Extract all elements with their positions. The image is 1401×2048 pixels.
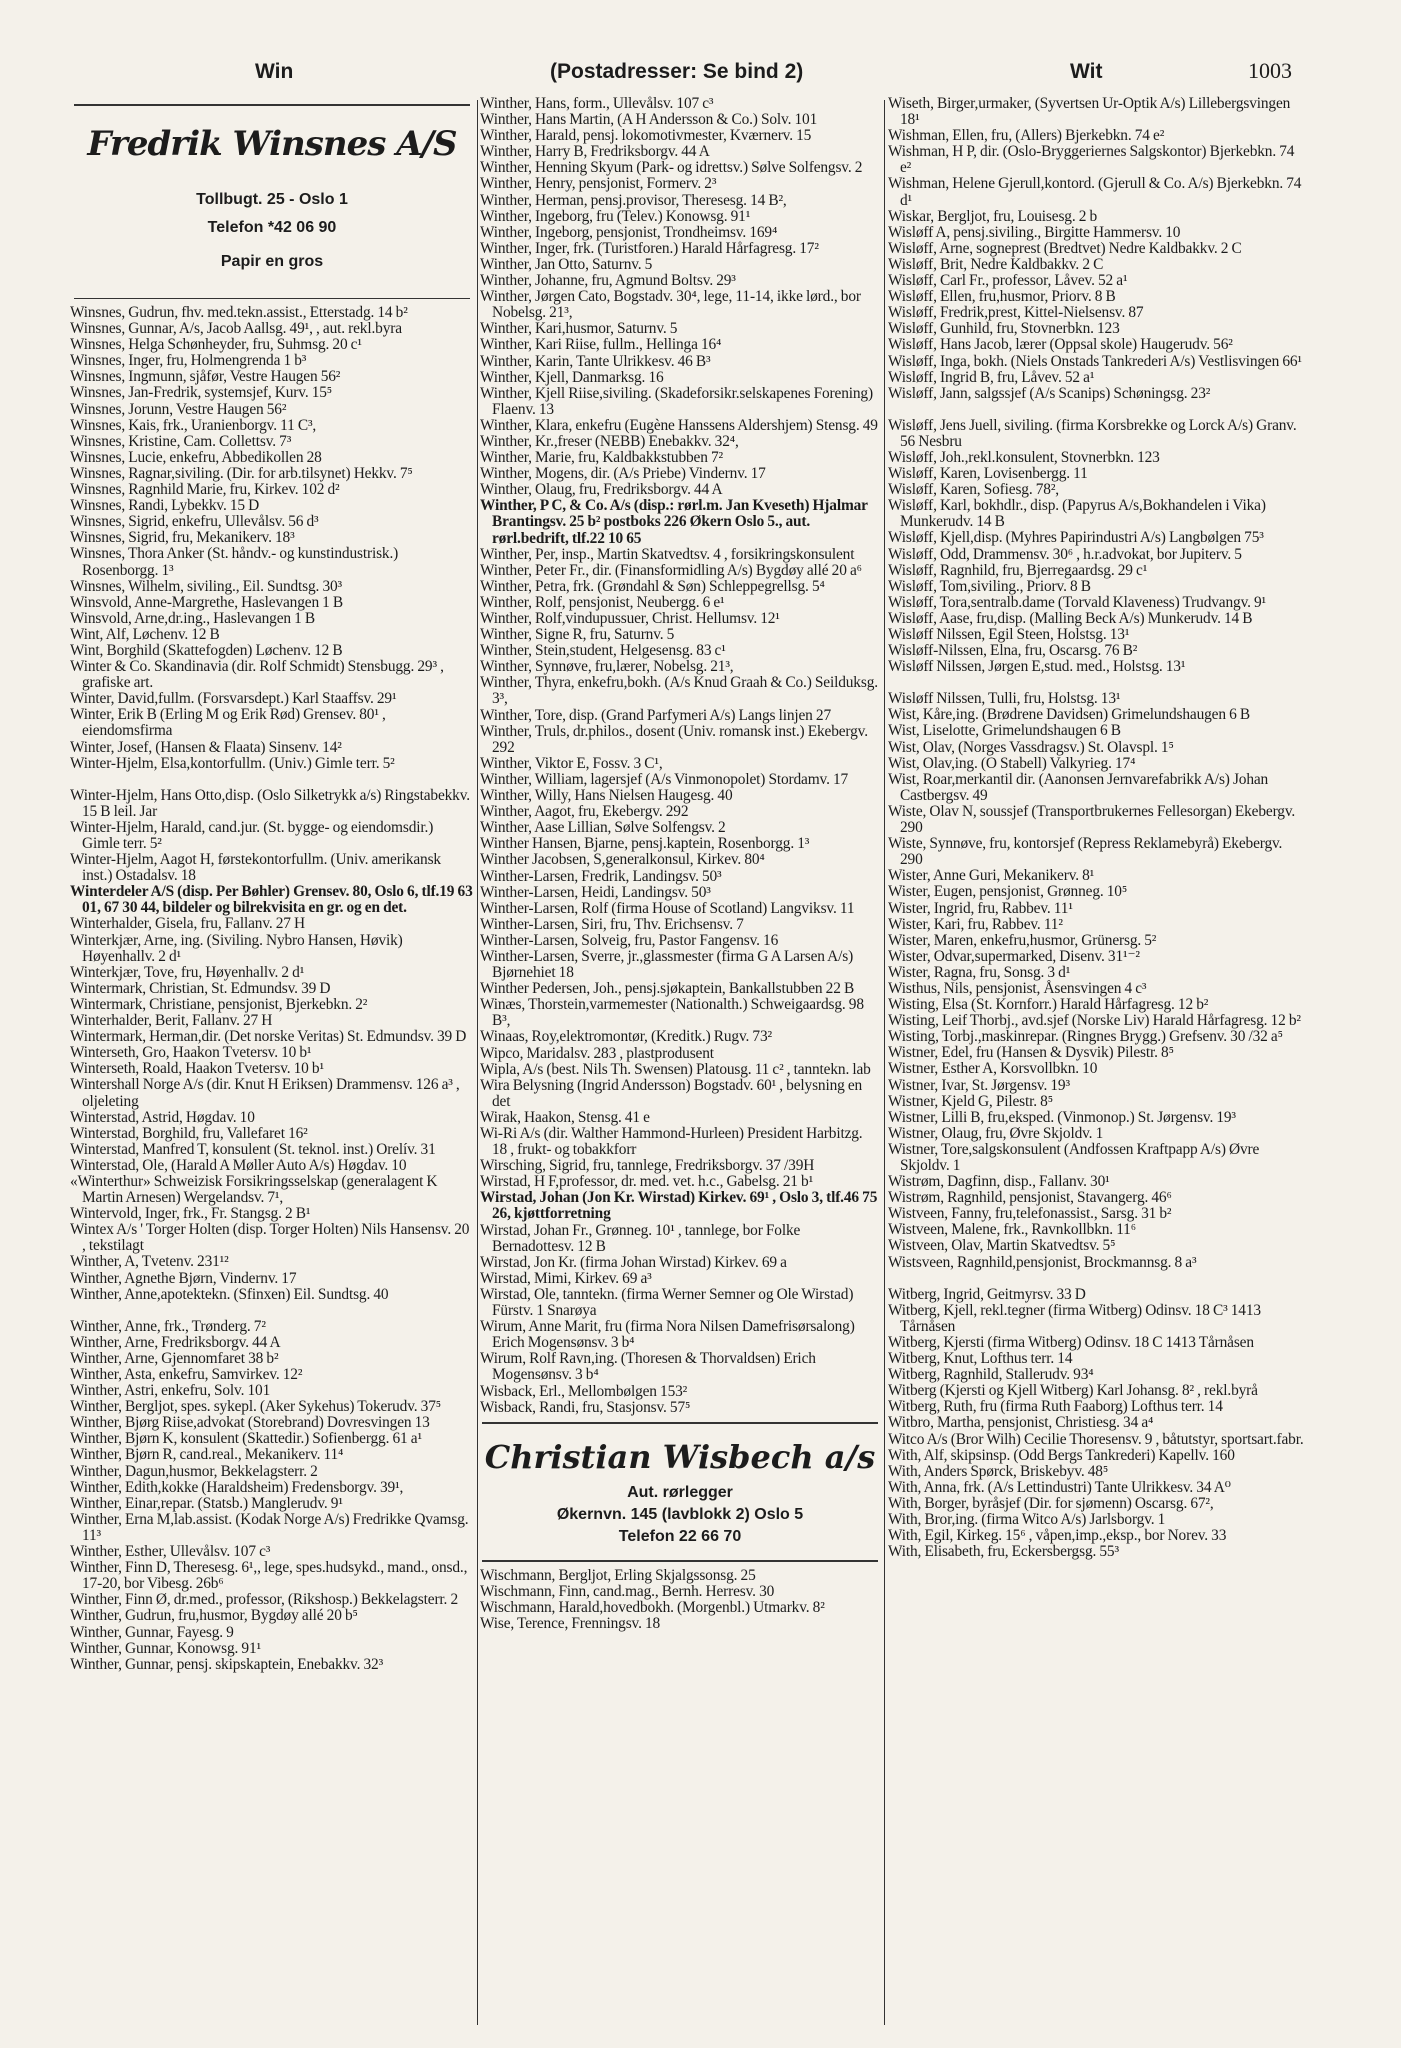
directory-entry: Winther, Aagot, fru, Ekebergv. 292 [480, 803, 689, 821]
directory-entry: Winterstad, Astrid, Høgdav. 10 [70, 1108, 255, 1126]
directory-entry: Wisløff, Carl Fr., professor, Låvev. 52 a¹ [888, 272, 1128, 290]
directory-entry: Wirsching, Sigrid, fru, tannlege, Fredriksborgv. 37 /39H [480, 1157, 815, 1175]
directory-entry: Winther Pedersen, Joh., pensj.sjøkaptein, Bankallstubben 22 B [480, 980, 855, 998]
directory-entry: Wisløff, Ragnhild, fru, Bjerregaardsg. 29 c¹ [888, 561, 1148, 579]
directory-entry: Winther, Gunnar, pensj. skipskaptein, Enebakkv. 32³ [70, 1655, 384, 1673]
directory-entry: Witberg, Kjell, rekl.tegner (firma Witberg) Odinsv. 18 C³ 1413 Tårnåsen [888, 1301, 1261, 1335]
directory-entry: Winter & Co. Skandinavia (dir. Rolf Schmidt) Stensbugg. 29³ , grafiske art. [70, 658, 444, 692]
advert-address: Tollbugt. 25 - Oslo 1 [196, 191, 348, 208]
directory-entry: Wistner, Tore,salgskonsulent (Andfossen Kraftpapp A/s) Øvre Skjoldv. 1 [888, 1140, 1260, 1174]
directory-entry: Wistner, Lilli B, fru,eksped. (Vinmonop.) St. Jørgensv. 19³ [888, 1108, 1236, 1126]
directory-entry: Wiste, Synnøve, fru, kontorsjef (Repress Reklamebyrå) Ekebergv. 290 [888, 835, 1283, 869]
directory-entry: With, Borger, byråsjef (Dir. for sjømenn) Oscarsg. 67², [888, 1494, 1214, 1512]
directory-entry: Winther, Inger, frk. (Turistforen.) Harald Hårfagresg. 17² [480, 239, 819, 257]
directory-entry: Winsnes, Wilhelm, siviling., Eil. Sundtsg. 30³ [70, 577, 343, 595]
directory-entry: Witberg, Ingrid, Geitmyrsv. 33 D [888, 1285, 1086, 1303]
directory-entry: Winther, Einar,repar. (Statsb.) Manglerudv. 9¹ [70, 1494, 343, 1512]
directory-entry: Wister, Anne Guri, Mekanikerv. 8¹ [888, 867, 1095, 885]
directory-entry: Winterdeler A/S (disp. Per Bøhler) Grensev. 80, Oslo 6, tlf.19 63 01, 67 30 44, bildeler og bilrekvisita en gr. og en det. [70, 883, 473, 917]
directory-entry: Winther, Henry, pensjonist, Formerv. 2³ [480, 175, 717, 193]
directory-entry: Wishman, Helene Gjerull,kontord. (Gjerull & Co. A/s) Bjerkebkn. 74 d¹ [888, 175, 1302, 209]
directory-entry: Wistrøm, Ragnhild, pensjonist, Stavangerg. 46⁶ [888, 1189, 1172, 1207]
directory-entry: Winther, Petra, frk. (Grøndahl & Søn) Schleppegrellsg. 5⁴ [480, 577, 825, 595]
directory-entry: Winter-Hjelm, Hans Otto,disp. (Oslo Silketrykk a/s) Ringstabekkv. 15 B leil. Jar [70, 786, 470, 820]
directory-entry: Wirstad, Jon Kr. (firma Johan Wirstad) Kirkev. 69 a [480, 1253, 787, 1271]
directory-entry: Winther, Arne, Fredriksborgv. 44 A [70, 1333, 281, 1351]
directory-entry: Winsnes, Randi, Lybekkv. 15 D [70, 497, 260, 515]
directory-entry: Wipco, Maridalsv. 283 , plastprodusent [480, 1044, 714, 1062]
spacer [888, 402, 1306, 418]
advert-logo: Fredrik Winsnes A/S [87, 124, 457, 164]
directory-entry: Winther-Larsen, Siri, fru, Thv. Erichsensv. 7 [480, 915, 744, 933]
directory-entry: Wister, Kari, fru, Rabbev. 11² [888, 915, 1063, 933]
directory-entry: Witberg, Ruth, fru (firma Ruth Faaborg) Lofthus terr. 14 [888, 1398, 1223, 1416]
directory-entry: Winsnes, Kais, frk., Uranienborgv. 11 C³, [70, 416, 317, 434]
directory-entry: Winther, Harald, pensj. lokomotivmester, Kværnerv. 15 [480, 127, 812, 145]
directory-entry: Wister, Ragna, fru, Sonsg. 3 d¹ [888, 963, 1071, 981]
directory-entry: Winther, Thyra, enkefru,bokh. (A/s Knud Graah & Co.) Seilduksg. 3³, [480, 674, 878, 708]
directory-entry: Wiseth, Birger,urmaker, (Syvertsen Ur-Optik A/s) Lillebergsvingen 18¹ [888, 96, 1291, 129]
directory-entry: Winther, Per, insp., Martin Skatvedtsv. 4 , forsikringskonsulent [480, 545, 855, 563]
directory-entry: Winsnes, Kristine, Cam. Collettsv. 7³ [70, 432, 292, 450]
directory-entry: Wisthus, Nils, pensjonist, Åsensvingen 4 c³ [888, 979, 1147, 997]
directory-entry: With, Alf, skipsinsp. (Odd Bergs Tankrederi) Kapellv. 160 [888, 1446, 1235, 1464]
directory-entry: Winsnes, Inger, fru, Holmengrenda 1 b³ [70, 352, 307, 370]
directory-entry: Winther, William, lagersjef (A/s Vinmonopolet) Stordamv. 17 [480, 770, 849, 788]
directory-entry: Wister, Eugen, pensjonist, Grønneg. 10⁵ [888, 883, 1128, 901]
spacer [888, 675, 1306, 691]
spacer [70, 772, 474, 788]
directory-entry: Winther, Finn Ø, dr.med., professor, (Rikshosp.) Bekkelagsterr. 2 [70, 1591, 458, 1609]
directory-entry: Wisløff, Brit, Nedre Kaldbakkv. 2 C [888, 255, 1104, 273]
directory-entry: Wisløff, Karl, bokhdlr., disp. (Papyrus A/s,Bokhandelen i Vika) Munkerudv. 14 B [888, 497, 1266, 531]
directory-entry: Wise, Terence, Frenningsv. 18 [480, 1614, 661, 1632]
directory-entry: Wistner, Edel, fru (Hansen & Dysvik) Pilestr. 8⁵ [888, 1044, 1174, 1062]
directory-entry: Wi-Ri A/s (dir. Walther Hammond-Hurleen) President Harbitzg. 18 , frukt- og tobakkforr [480, 1125, 863, 1159]
directory-entry: Wisløff, Tora,sentralb.dame (Torvald Klaveness) Trudvangv. 9¹ [888, 593, 1267, 611]
directory-entry: Winsnes, Ingmunn, sjåfør, Vestre Haugen 56² [70, 368, 341, 386]
directory-entry: Wiskar, Bergljot, fru, Louisesg. 2 b [888, 207, 1098, 225]
directory-entry: Winterseth, Roald, Haakon Tvetersv. 10 b¹ [70, 1060, 324, 1078]
directory-entry: Winther, Tore, disp. (Grand Parfymeri A/s) Langs linjen 27 [480, 706, 832, 724]
directory-entry: Winther, Hans Martin, (A H Andersson & Co.) Solv. 101 [480, 111, 818, 129]
directory-entry: Winther, Kr.,freser (NEBB) Enebakkv. 32⁴, [480, 432, 739, 450]
directory-entry: Wist, Roar,merkantil dir. (Aanonsen Jernvarefabrikk A/s) Johan Castbergsv. 49 [888, 770, 1269, 804]
directory-entry: Wishman, Ellen, fru, (Allers) Bjerkebkn. 74 e² [888, 127, 1165, 145]
spacer [888, 1271, 1306, 1287]
advert-tagline: Papir en gros [220, 253, 324, 270]
directory-entry: Wisløff, Inga, bokh. (Niels Onstads Tankrederi A/s) Vestlisvingen 66¹ [888, 352, 1302, 370]
advert-address: Økernvn. 145 (lavblokk 2) Oslo 5 [556, 1505, 804, 1523]
directory-entry: Wisback, Erl., Mellombølgen 153² [480, 1382, 688, 1400]
directory-entry: Wisback, Randi, fru, Stasjonsv. 57⁵ [480, 1398, 691, 1416]
directory-entry: Winaas, Roy,elektromontør, (Kreditk.) Rugv. 73² [480, 1028, 772, 1046]
directory-entry: Winterseth, Gro, Haakon Tvetersv. 10 b¹ [70, 1044, 312, 1062]
directory-entry: With, Anna, frk. (A/s Lettindustri) Tante Ulrikkesv. 34 A⁰ [888, 1478, 1231, 1496]
directory-entry: Winsnes, Gunnar, A/s, Jacob Aallsg. 49¹, , aut. rekl.byra [70, 320, 402, 338]
directory-entry: Winther, Dagun,husmor, Bekkelagsterr. 2 [70, 1462, 318, 1480]
directory-list [888, 96, 1306, 1560]
directory-entry: Winther, Esther, Ullevålsv. 107 c³ [70, 1543, 271, 1561]
directory-entry: Winther, Bjørn R, cand.real., Mekanikerv. 11⁴ [70, 1446, 344, 1464]
directory-entry: Wisløff, Odd, Drammensv. 30⁶ , h.r.advokat, bor Jupiterv. 5 [888, 545, 1242, 563]
directory-entry: Wisløff Nilssen, Jørgen E,stud. med., Holstsg. 13¹ [888, 658, 1186, 676]
directory-entry: Wistner, Esther A, Korsvollbkn. 10 [888, 1060, 1098, 1078]
directory-entry: Winther, Klara, enkefru (Eugène Hanssens Aldershjem) Stensg. 49 [480, 416, 878, 434]
directory-entry: Winther, Signe R, fru, Saturnv. 5 [480, 626, 675, 644]
directory-entry: Winther, Harry B, Fredriksborgv. 44 A [480, 143, 710, 161]
directory-entry: Winther, Gunnar, Konowsg. 91¹ [70, 1639, 261, 1657]
directory-entry: Wintershall Norge A/s (dir. Knut H Eriksen) Drammensv. 126 a³ , oljeleting [70, 1076, 460, 1110]
directory-entry: Wirstad, Johan (Jon Kr. Wirstad) Kirkev. 69¹ , Oslo 3, tlf.46 75 26, kjøttforretning [480, 1189, 878, 1223]
directory-entry: Winsnes, Gudrun, fhv. med.tekn.assist., Etterstadg. 14 b² [70, 304, 408, 321]
directory-entry: Witbro, Martha, pensjonist, Christiesg. 34 a⁴ [888, 1414, 1154, 1432]
directory-entry: Wint, Borghild (Skattefogden) Løchenv. 12 B [70, 641, 343, 659]
directory-entry: Winsvold, Arne,dr.ing., Haslevangen 1 B [70, 609, 316, 627]
directory-entry: Wistner, Olaug, fru, Øvre Skjoldv. 1 [888, 1124, 1104, 1142]
directory-entry: Winther, Anne, frk., Trønderg. 7² [70, 1317, 266, 1335]
directory-entry: Winterstad, Manfred T, konsulent (St. teknol. inst.) Orelív. 31 [70, 1140, 436, 1158]
directory-entry: Winsvold, Anne-Margrethe, Haslevangen 1 B [70, 593, 344, 611]
directory-entry: Wint, Alf, Løchenv. 12 B [70, 625, 220, 643]
directory-entry: Wisløff, Kjell,disp. (Myhres Papirindustri A/s) Langbølgen 75³ [888, 529, 1264, 547]
directory-entry: Wischmann, Finn, cand.mag., Bernh. Herresv. 30 [480, 1582, 775, 1600]
directory-entry: Wiste, Olav N, soussjef (Transportbrukernes Fellesorgan) Ekebergv. 290 [888, 802, 1296, 837]
directory-entry: Winther, Synnøve, fru,lærer, Nobelsg. 21³, [480, 658, 734, 676]
directory-entry: Wira Belysning (Ingrid Andersson) Bogstadv. 60¹ , belysning en det [480, 1076, 863, 1110]
directory-entry: Winther Jacobsen, S,generalkonsul, Kirkev. 80⁴ [480, 851, 765, 869]
page-number: 1003 [1248, 58, 1292, 83]
directory-entry: Wisløff, Jann, salgssjef (A/s Scanips) Schøningsg. 23² [888, 384, 1211, 402]
directory-entry: Wisløff A, pensj.siviling., Birgitte Hammersv. 10 [888, 223, 1181, 241]
directory-entry: Wist, Kåre,ing. (Brødrene Davidsen) Grimelundshaugen 6 B [888, 706, 1250, 724]
directory-entry: Wintervold, Inger, frk., Fr. Stangsg. 2 B¹ [70, 1205, 311, 1223]
column-1 [70, 96, 474, 2031]
column-2 [480, 96, 880, 2031]
directory-entry: Winther, Ingeborg, fru (Telev.) Konowsg. 91¹ [480, 207, 751, 225]
directory-entry: Winther, Bjørg Riise,advokat (Storebrand) Dovresvingen 13 [70, 1414, 430, 1432]
directory-entry: Winther, Rolf, pensjonist, Neubergg. 6 e¹ [480, 593, 725, 611]
directory-entry: Winther-Larsen, Heidi, Landingsv. 50³ [480, 883, 711, 901]
directory-list [480, 96, 880, 1416]
advert-phone: Telefon *42 06 90 [207, 219, 337, 236]
directory-entry: With, Anders Spørck, Briskebyv. 48⁵ [888, 1462, 1109, 1480]
directory-entry: Winther, Stein,student, Helgesensg. 83 c¹ [480, 642, 726, 660]
directory-entry: Wisløff, Aase, fru,disp. (Malling Beck A/s) Munkerudv. 14 B [888, 609, 1253, 627]
directory-entry: Winther, Erna M,lab.assist. (Kodak Norge A/s) Fredrikke Qvamsg. 11³ [70, 1510, 469, 1544]
directory-entry: Wisløff, Hans Jacob, lærer (Oppsal skole) Haugerudv. 56² [888, 336, 1233, 354]
directory-entry: Wisløff, Gunhild, fru, Stovnerbkn. 123 [888, 320, 1120, 338]
directory-entry: Winterkjær, Tove, fru, Høyenhallv. 2 d¹ [70, 963, 305, 981]
page-header [0, 56, 1401, 90]
directory-entry: Wistsveen, Ragnhild,pensjonist, Brockmannsg. 8 a³ [888, 1253, 1197, 1271]
directory-entry: Winther, Jørgen Cato, Bogstadv. 30⁴, lege, 11-14, ikke lørd., bor Nobelsg. 21³, [480, 288, 861, 322]
directory-entry: Winter, David,fullm. (Forsvarsdept.) Karl Staaffsv. 29¹ [70, 690, 397, 708]
directory-entry: Winterkjær, Arne, ing. (Siviling. Nybro Hansen, Høvik) Høyenhallv. 2 d¹ [70, 931, 403, 965]
spacer [70, 1303, 474, 1319]
directory-entry: Winther, Mogens, dir. (A/s Priebe) Vindernv. 17 [480, 465, 766, 483]
directory-entry: Winther, P C, & Co. A/s (disp.: rørl.m. Jan Kveseth) Hjalmar Brantingsv. 25 b² postboks 226 Økern Oslo 5., aut. rørl.bedrift, tlf.22 10 65 [480, 497, 868, 547]
directory-entry: Winter-Hjelm, Aagot H, førstekontorfullm. (Univ. amerikansk inst.) Ostadalsv. 18 [70, 851, 441, 885]
directory-entry: Wisløff, Fredrik,prest, Kittel-Nielsensv. 87 [888, 304, 1144, 322]
directory-entry: Winther-Larsen, Fredrik, Landingsv. 50³ [480, 867, 722, 885]
directory-entry: Wist, Olav,ing. (O Stabell) Valkyrieg. 17⁴ [888, 754, 1136, 772]
directory-entry: Wisløff, Joh.,rekl.konsulent, Stovnerbkn. 123 [888, 448, 1160, 466]
directory-entry: Wirstad, Johan Fr., Grønneg. 10¹ , tannlege, bor Folke Bernadottesv. 12 B [480, 1221, 801, 1255]
directory-entry: Winther, Truls, dr.philos., dosent (Univ. romansk inst.) Ekebergv. 292 [480, 722, 868, 756]
directory-entry: Winther, Johanne, fru, Agmund Boltsv. 29³ [480, 272, 736, 290]
directory-entry: Winther-Larsen, Solveig, fru, Pastor Fangensv. 16 [480, 931, 779, 949]
directory-entry: Winter, Erik B (Erling M og Erik Rød) Grensev. 80¹ , eiendomsfirma [70, 706, 386, 740]
directory-entry: With, Elisabeth, fru, Eckersbergsg. 55³ [888, 1543, 1119, 1561]
directory-entry: Wisløff, Karen, Sofiesg. 78², [888, 481, 1059, 499]
directory-entry: Winter-Hjelm, Harald, cand.jur. (St. bygge- og eiendomsdir.) Gimle terr. 5² [70, 818, 434, 852]
directory-entry: Winther, Kari Riise, fullm., Hellinga 16⁴ [480, 336, 722, 354]
directory-entry: Wirstad, H F,professor, dr. med. vet. h.c., Gabelsg. 21 b¹ [480, 1173, 814, 1191]
directory-entry: Winsnes, Ragnhild Marie, fru, Kirkev. 102 d² [70, 481, 340, 499]
directory-entry: Wister, Odvar,supermarked, Disenv. 31¹⁻² [888, 947, 1140, 965]
directory-entry: Winther, Kjell Riise,siviling. (Skadeforsikr.selskapenes Forening) Flaenv. 13 [480, 384, 873, 418]
directory-entry: Witberg, Knut, Lofthus terr. 14 [888, 1350, 1073, 1368]
directory-entry: Winther, Jan Otto, Saturnv. 5 [480, 255, 653, 273]
header-note: (Postadresser: Se bind 2) [550, 60, 804, 83]
directory-entry: Winsnes, Helga Schønheyder, fru, Suhmsg. 20 c¹ [70, 336, 362, 354]
directory-entry: Winther, Aase Lillian, Sølve Solfengsv. 2 [480, 819, 726, 837]
directory-entry: Winther-Larsen, Sverre, jr.,glassmester (firma G A Larsen A/s) Bjørnehiet 18 [480, 947, 854, 982]
directory-entry: Winterhalder, Berit, Fallanv. 27 H [70, 1012, 273, 1030]
directory-entry: Wisting, Torbj.,maskinrepar. (Ringnes Brygg.) Grefsenv. 30 /32 a⁵ [888, 1028, 1283, 1046]
directory-entry: Winther, Bergljot, spes. sykepl. (Aker Sykehus) Tokerudv. 37⁵ [70, 1398, 441, 1416]
directory-entry: Wisløff Nilssen, Egil Steen, Holstsg. 13¹ [888, 626, 1130, 643]
directory-entry: Winther, Agnethe Bjørn, Vindernv. 17 [70, 1269, 297, 1287]
directory-entry: Winther, Henning Skyum (Park- og idrettsv.) Sølve Solfengsv. 2 [480, 159, 863, 177]
directory-entry: Wisløff, Tom,siviling., Priorv. 8 B [888, 577, 1091, 595]
directory-entry: Wistrøm, Dagfinn, disp., Fallanv. 30¹ [888, 1173, 1110, 1191]
directory-entry: Winther, Herman, pensj.provisor, Theresesg. 14 B², [480, 191, 787, 209]
directory-entry: With, Bror,ing. (firma Witco A/s) Jarlsborgv. 1 [888, 1510, 1166, 1528]
directory-entry: Wisløff-Nilssen, Elna, fru, Oscarsg. 76 B² [888, 642, 1138, 660]
directory-entry: Winther, Ingeborg, pensjonist, Trondheimsv. 169⁴ [480, 223, 778, 241]
header-first-name: Win [255, 60, 294, 83]
directory-entry: Wirum, Rolf Ravn,ing. (Thoresen & Thorvaldsen) Erich Mogensønsv. 3 b⁴ [480, 1350, 816, 1384]
directory-entry: Winther, Kjell, Danmarksg. 16 [480, 368, 664, 386]
directory-entry: Winterhalder, Gisela, fru, Fallanv. 27 H [70, 915, 306, 933]
directory-entry: Winther, Anne,apotektekn. (Sfinxen) Eil. Sundtsg. 40 [70, 1285, 389, 1303]
directory-entry: Winther, Hans, form., Ullevålsv. 107 c³ [480, 96, 714, 112]
directory-entry: Winsnes, Sigrid, fru, Mekanikerv. 18³ [70, 529, 295, 547]
directory-entry: Wintex A/s ' Torger Holten (disp. Torger Holten) Nils Hansensv. 20 , tekstilagt [70, 1221, 470, 1255]
directory-entry: Winther, Marie, fru, Kaldbakkstubben 7² [480, 449, 723, 467]
directory-entry: Winther, Edith,kokke (Haraldsheim) Fredensborgv. 39¹, [70, 1478, 404, 1496]
directory-entry: Winther, Astri, enkefru, Solv. 101 [70, 1382, 271, 1400]
directory-entry: Wintermark, Christian, St. Edmundsv. 39 D [70, 979, 331, 997]
header-last-name: Wit [1070, 60, 1103, 83]
directory-entry: Witberg (Kjersti og Kjell Witberg) Karl Johansg. 8² , rekl.byrå [888, 1382, 1258, 1400]
directory-entry: Wisløff, Ellen, fru,husmor, Priorv. 8 B [888, 288, 1116, 306]
directory-list [70, 305, 474, 1673]
directory-entry: Winther, Karin, Tante Ulrikkesv. 46 B³ [480, 352, 711, 370]
directory-entry: Winther, Asta, enkefru, Samvirkev. 12² [70, 1366, 303, 1383]
directory-entry: Witberg, Ragnhild, Stallerudv. 93⁴ [888, 1366, 1094, 1384]
directory-entry: Wintermark, Herman,dir. (Det norske Veritas) St. Edmundsv. 39 D [70, 1028, 467, 1046]
directory-entry: Wischmann, Bergljot, Erling Skjalgssonsg. 25 [480, 1566, 756, 1584]
directory-entry: Wirstad, Ole, tanntekn. (firma Werner Semner og Ole Wirstad) Fürstv. 1 Snarøya [480, 1285, 854, 1320]
directory-entry: Winther, Rolf,vindupussuer, Christ. Hellumsv. 12¹ [480, 610, 780, 627]
directory-entry: Wishman, H P, dir. (Oslo-Bryggeriernes Salgskontor) Bjerkebkn. 74 e² [888, 143, 1295, 177]
directory-entry: Winther, Olaug, fru, Fredriksborgv. 44 A [480, 481, 723, 499]
column-divider [884, 100, 885, 2025]
directory-entry: Winæs, Thorstein,varmemester (Nationalth.) Schweigaardsg. 98 B³, [480, 996, 864, 1030]
directory-entry: Wister, Ingrid, fru, Rabbev. 11¹ [888, 899, 1073, 917]
directory-entry: Wintermark, Christiane, pensjonist, Bjerkebkn. 2² [70, 995, 368, 1013]
directory-entry: Wistner, Ivar, St. Jørgensv. 19³ [888, 1076, 1070, 1094]
directory-entry: Winther, Viktor E, Fossv. 3 C¹, [480, 754, 663, 772]
advert-phone: Telefon 22 66 70 [618, 1527, 742, 1545]
directory-entry: Winter-Hjelm, Elsa,kontorfullm. (Univ.) Gimle terr. 5² [70, 754, 395, 772]
directory-entry: Winther, Willy, Hans Nielsen Haugesg. 40 [480, 787, 733, 805]
directory-entry: Wirstad, Mimi, Kirkev. 69 a³ [480, 1269, 652, 1287]
directory-entry: Wisløff, Arne, sogneprest (Bredtvet) Nedre Kaldbakkv. 2 C [888, 239, 1242, 257]
directory-entry: Winther, Gudrun, fru,husmor, Bygdøy allé 20 b⁵ [70, 1607, 358, 1625]
advert-wisbech [482, 1422, 878, 1562]
column-divider [477, 100, 478, 2025]
directory-list [480, 1568, 880, 1632]
directory-entry: Wischmann, Harald,hovedbokh. (Morgenbl.) Utmarkv. 8² [480, 1598, 825, 1616]
directory-entry: Wistveen, Malene, frk., Ravnkollbkn. 11⁶ [888, 1221, 1136, 1239]
directory-entry: Wisting, Leif Thorbj., avd.sjef (Norske Liv) Harald Hårfagresg. 12 b² [888, 1012, 1301, 1030]
directory-entry: Wistveen, Olav, Martin Skatvedtsv. 5⁵ [888, 1237, 1116, 1255]
directory-entry: Wistveen, Fanny, fru,telefonassist., Sarsg. 31 b² [888, 1205, 1172, 1223]
directory-entry: Winter, Josef, (Hansen & Flaata) Sinsenv. 14² [70, 738, 342, 756]
directory-entry: Witco A/s (Bror Wilh) Cecilie Thoresensv. 9 , båtutstyr, sportsart.fabr. [888, 1430, 1304, 1448]
directory-entry: Winther, Finn D, Theresesg. 6¹,, lege, spes.hudsykd., mand., onsd., 17-20, bor Vibesg. 26b⁶ [70, 1559, 468, 1593]
directory-entry: Winther, Arne, Gjennomfaret 38 b² [70, 1349, 279, 1367]
directory-entry: Winsnes, Ragnar,siviling. (Dir. for arb.tilsynet) Hekkv. 7⁵ [70, 464, 413, 482]
advert-logo: Christian Wisbech a/s [484, 1437, 876, 1476]
directory-entry: Winsnes, Sigrid, enkefru, Ullevålsv. 56 d³ [70, 513, 319, 531]
directory-entry: Winther, A, Tvetenv. 231¹² [70, 1253, 229, 1271]
directory-entry: Wist, Liselotte, Grimelundshaugen 6 B [888, 722, 1121, 740]
directory-entry: Wisløff Nilssen, Tulli, fru, Holstsg. 13¹ [888, 690, 1121, 708]
directory-entry: Wisløff, Jens Juell, siviling. (firma Korsbrekke og Lorck A/s) Granv. 56 Nesbru [888, 416, 1297, 450]
directory-entry: Wister, Maren, enkefru,husmor, Grünersg. 5² [888, 931, 1157, 949]
directory-entry: Winther, Peter Fr., dir. (Finansformidling A/s) Bygdøy allé 20 a⁶ [480, 561, 862, 579]
directory-entry: Winterstad, Borghild, fru, Vallefaret 16² [70, 1124, 308, 1142]
directory-entry: Wisløff, Karen, Lovisenbergg. 11 [888, 465, 1088, 483]
directory-entry: Wist, Olav, (Norges Vassdragsv.) St. Olavspl. 1⁵ [888, 738, 1174, 756]
column-3 [888, 96, 1306, 2031]
directory-entry: «Winterthur» Schweizisk Forsikringsselskap (generalagent K Martin Arnesen) Wergelandsv. 7¹, [70, 1172, 438, 1207]
directory-entry: Wirum, Anne Marit, fru (firma Nora Nilsen Damefrisørsalong) Erich Mogensønsv. 3 b⁴ [480, 1318, 855, 1352]
advert-winsnes [74, 104, 470, 299]
directory-entry: Winther, Gunnar, Fayesg. 9 [70, 1623, 234, 1641]
directory-entry: Witberg, Kjersti (firma Witberg) Odinsv. 18 C 1413 Tårnåsen [888, 1333, 1254, 1351]
directory-entry: Winther, Kari,husmor, Saturnv. 5 [480, 320, 678, 338]
directory-entry: Winsnes, Thora Anker (St. håndv.- og kunstindustrisk.) Rosenborgg. 1³ [70, 545, 399, 579]
directory-entry: Winther Hansen, Bjarne, pensj.kaptein, Rosenborgg. 1³ [480, 835, 810, 853]
advert-tagline: Aut. rørlegger [627, 1483, 733, 1501]
directory-entry: Winther-Larsen, Rolf (firma House of Scotland) Langviksv. 11 [480, 899, 855, 917]
directory-entry: Winsnes, Jorunn, Vestre Haugen 56² [70, 400, 287, 418]
directory-entry: Wisløff, Ingrid B, fru, Låvev. 52 a¹ [888, 368, 1095, 386]
directory-entry: Wirak, Haakon, Stensg. 41 e [480, 1108, 650, 1126]
directory-entry: Wistner, Kjeld G, Pilestr. 8⁵ [888, 1092, 1053, 1110]
directory-entry: Winterstad, Ole, (Harald A Møller Auto A/s) Høgdav. 10 [70, 1156, 407, 1174]
directory-entry: Wisting, Elsa (St. Kornforr.) Harald Hårfagresg. 12 b² [888, 996, 1209, 1014]
directory-entry: Winsnes, Jan-Fredrik, systemsjef, Kurv. 15⁵ [70, 384, 333, 402]
directory-entry: Winther, Bjørn K, konsulent (Skattedir.) Sofienbergg. 61 a¹ [70, 1430, 422, 1448]
directory-entry: With, Egil, Kirkeg. 15⁶ , våpen,imp.,eksp., bor Norev. 33 [888, 1527, 1227, 1545]
directory-entry: Wipla, A/s (best. Nils Th. Swensen) Platousg. 11 c² , tanntekn. lab [480, 1060, 871, 1078]
directory-entry: Winsnes, Lucie, enkefru, Abbedikollen 28 [70, 448, 322, 466]
